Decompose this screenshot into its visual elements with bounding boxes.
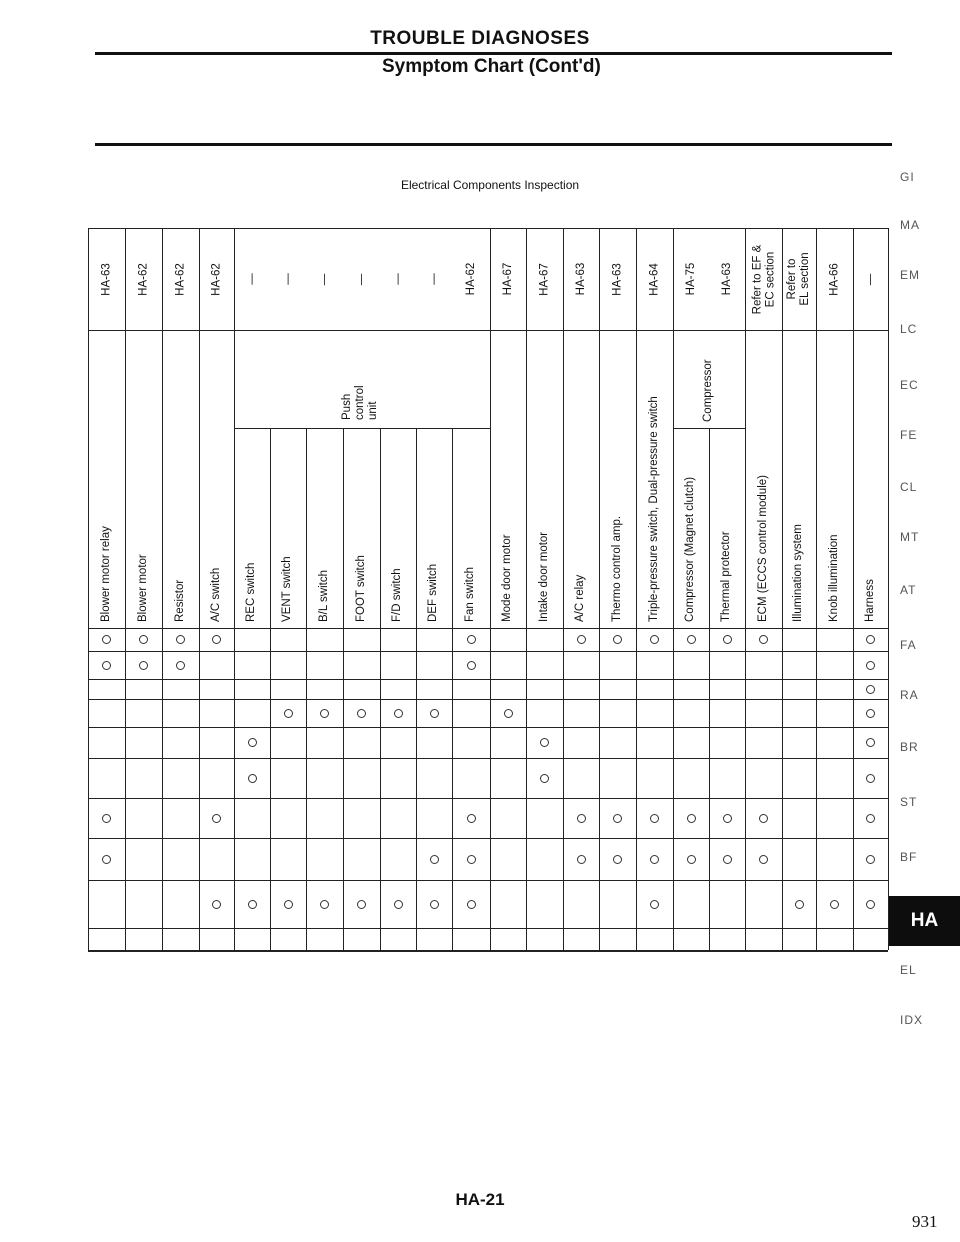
header-rule: [95, 52, 892, 55]
table-column-line: [563, 228, 564, 950]
section-tab-fe[interactable]: FE: [900, 428, 918, 442]
inspection-mark: [248, 774, 257, 783]
table-row-line: [88, 950, 888, 952]
inspection-mark: [795, 900, 804, 909]
component-reference: —: [355, 273, 367, 285]
inspection-mark: [866, 900, 875, 909]
table-column-line: [709, 428, 710, 950]
section-tab-el[interactable]: EL: [900, 963, 917, 977]
section-tab-cl[interactable]: CL: [900, 480, 918, 494]
inspection-mark: [866, 635, 875, 644]
section-tab-br[interactable]: BR: [900, 740, 919, 754]
component-reference: —: [318, 273, 330, 285]
inspection-mark: [687, 635, 696, 644]
table-column-line: [270, 428, 271, 950]
inspection-mark: [866, 814, 875, 823]
component-name: Blower motor relay: [99, 526, 112, 622]
component-name: Illumination system: [792, 524, 804, 622]
inspection-mark: [102, 855, 111, 864]
inspection-mark: [687, 855, 696, 864]
component-name: FOOT switch: [354, 555, 367, 622]
table-column-line: [88, 228, 89, 950]
table-row-line: [88, 758, 888, 759]
component-name: DEF switch: [427, 563, 439, 622]
inspection-mark: [139, 635, 148, 644]
inspection-mark: [650, 855, 659, 864]
component-reference: HA-63: [720, 262, 733, 296]
inspection-mark: [212, 814, 221, 823]
inspection-mark: [430, 709, 439, 718]
table-column-line: [162, 228, 163, 950]
inspection-mark: [866, 855, 875, 864]
inspection-mark: [467, 855, 476, 864]
inspection-mark: [650, 814, 659, 823]
inspection-mark: [430, 855, 439, 864]
section-tab-fa[interactable]: FA: [900, 638, 917, 652]
inspection-mark: [577, 635, 586, 644]
inspection-mark: [577, 814, 586, 823]
section-tab-em[interactable]: EM: [900, 268, 920, 282]
inspection-mark: [759, 855, 768, 864]
component-reference: HA-63: [611, 262, 623, 296]
component-reference: —: [427, 273, 440, 285]
component-reference: HA-62: [210, 262, 222, 296]
inspection-mark: [248, 738, 257, 747]
inspection-mark: [357, 900, 366, 909]
inspection-mark: [723, 814, 732, 823]
chart-title: Electrical Components Inspection: [400, 178, 580, 192]
inspection-mark: [613, 635, 622, 644]
inspection-mark: [613, 814, 622, 823]
component-reference: HA-63: [574, 262, 587, 296]
table-column-line: [599, 228, 600, 950]
component-reference: —: [864, 273, 876, 285]
table-row-line: [88, 798, 888, 799]
table-column-line: [636, 228, 637, 950]
component-name: Compressor (Magnet clutch): [684, 476, 696, 622]
inspection-mark: [613, 855, 622, 864]
table-column-line: [673, 228, 674, 950]
table-column-line: [380, 428, 381, 950]
component-name: Triple-pressure switch, Dual-pressure switch: [647, 396, 660, 622]
component-name: Resistor: [173, 579, 186, 622]
component-reference: HA-62: [174, 262, 186, 296]
table-row-line: [88, 838, 888, 839]
section-tab-gi[interactable]: GI: [900, 170, 915, 184]
compressor-group-label: Compressor: [702, 359, 714, 422]
table-column-line: [416, 428, 417, 950]
table-column-line: [816, 228, 817, 950]
component-reference: —: [391, 273, 404, 285]
section-tab-ec[interactable]: EC: [900, 378, 919, 392]
section-tab-lc[interactable]: LC: [900, 322, 918, 336]
inspection-mark: [830, 900, 839, 909]
inspection-mark: [467, 814, 476, 823]
table-column-line: [745, 228, 746, 950]
component-reference: HA-62: [464, 262, 477, 296]
page-subtitle: Symptom Chart (Cont'd): [382, 56, 601, 77]
component-reference: HA-62: [137, 262, 149, 296]
inspection-mark: [212, 900, 221, 909]
inspection-mark: [430, 900, 439, 909]
component-name: VENT switch: [281, 556, 293, 622]
section-tab-mt[interactable]: MT: [900, 530, 920, 544]
inspection-mark: [723, 635, 732, 644]
section-tab-bf[interactable]: BF: [900, 850, 918, 864]
inspection-mark: [866, 709, 875, 718]
table-row-line: [88, 880, 888, 881]
table-column-line: [782, 228, 783, 950]
page-number: 931: [912, 1212, 938, 1231]
table-column-line: [888, 228, 889, 950]
table-row-line: [88, 651, 888, 652]
inspection-mark: [577, 855, 586, 864]
component-name: Mode door motor: [501, 534, 513, 622]
table-top-line: [88, 228, 888, 229]
inspection-mark: [139, 661, 148, 670]
component-name: Fan switch: [464, 567, 476, 622]
component-reference: —: [281, 273, 294, 285]
table-column-line: [490, 228, 491, 950]
component-name: Thermal protector: [720, 531, 732, 622]
component-reference: HA-67: [501, 262, 514, 296]
component-reference: Refer to EL section: [786, 252, 811, 306]
table-row-line: [88, 679, 888, 680]
table-row-line: [88, 699, 888, 700]
inspection-mark: [284, 900, 293, 909]
table-column-line: [306, 428, 307, 950]
table-column-line: [452, 428, 453, 950]
inspection-mark: [866, 661, 875, 670]
inspection-mark: [723, 855, 732, 864]
inspection-mark: [687, 814, 696, 823]
inspection-mark: [320, 709, 329, 718]
component-reference: HA-75: [684, 262, 697, 296]
component-name: Thermo control amp.: [610, 515, 623, 622]
section-tab-ha[interactable]: HA: [889, 896, 960, 946]
inspection-mark: [102, 814, 111, 823]
component-name: A/C switch: [209, 567, 222, 622]
table-column-line: [234, 228, 235, 950]
inspection-mark: [320, 900, 329, 909]
component-name: Blower motor: [136, 554, 149, 622]
inspection-mark: [504, 709, 513, 718]
table-row-line: [88, 628, 888, 629]
component-name: Knob illumination: [827, 534, 840, 622]
table-row-line: [88, 928, 888, 929]
inspection-mark: [284, 709, 293, 718]
component-name: F/D switch: [391, 568, 403, 622]
table-top-rule: [95, 143, 892, 146]
component-name: A/C relay: [574, 574, 586, 622]
inspection-mark: [650, 900, 659, 909]
component-reference: HA-64: [648, 262, 660, 296]
component-reference: —: [245, 273, 258, 285]
table-column-line: [343, 428, 344, 950]
component-reference: Refer to EF & EC section: [750, 244, 776, 314]
inspection-mark: [759, 814, 768, 823]
push-control-unit-label: Push control unit: [341, 385, 379, 420]
component-reference: HA-67: [538, 262, 550, 296]
component-reference: HA-66: [828, 262, 840, 296]
section-tab-ra[interactable]: RA: [900, 688, 919, 702]
inspection-mark: [759, 635, 768, 644]
component-name: ECM (ECCS control module): [756, 475, 769, 622]
inspection-mark: [467, 635, 476, 644]
component-name: Intake door motor: [537, 531, 550, 622]
component-reference: HA-63: [100, 262, 112, 296]
inspection-mark: [176, 635, 185, 644]
inspection-mark: [394, 900, 403, 909]
page-title: TROUBLE DIAGNOSES: [370, 28, 590, 49]
component-name: REC switch: [245, 562, 257, 622]
table-column-line: [125, 228, 126, 950]
component-name: Harness: [863, 579, 876, 622]
table-column-line: [199, 228, 200, 950]
inspection-mark: [540, 738, 549, 747]
table-column-line: [853, 228, 854, 950]
inspection-mark: [650, 635, 659, 644]
table-row-line: [88, 727, 888, 728]
inspection-mark: [866, 738, 875, 747]
section-tab-idx[interactable]: IDX: [900, 1013, 924, 1027]
table-column-line: [526, 228, 527, 950]
section-tab-ma[interactable]: MA: [900, 218, 920, 232]
inspection-mark: [394, 709, 403, 718]
section-tab-at[interactable]: AT: [900, 583, 917, 597]
inspection-mark: [866, 774, 875, 783]
inspection-mark: [176, 661, 185, 670]
inspection-mark: [540, 774, 549, 783]
page-code: HA-21: [455, 1190, 505, 1209]
inspection-mark: [467, 661, 476, 670]
inspection-mark: [248, 900, 257, 909]
inspection-mark: [467, 900, 476, 909]
inspection-mark: [866, 685, 875, 694]
section-tab-st[interactable]: ST: [900, 795, 918, 809]
component-name: B/L switch: [317, 570, 330, 622]
inspection-mark: [102, 661, 111, 670]
inspection-mark: [212, 635, 221, 644]
inspection-mark: [357, 709, 366, 718]
inspection-mark: [102, 635, 111, 644]
